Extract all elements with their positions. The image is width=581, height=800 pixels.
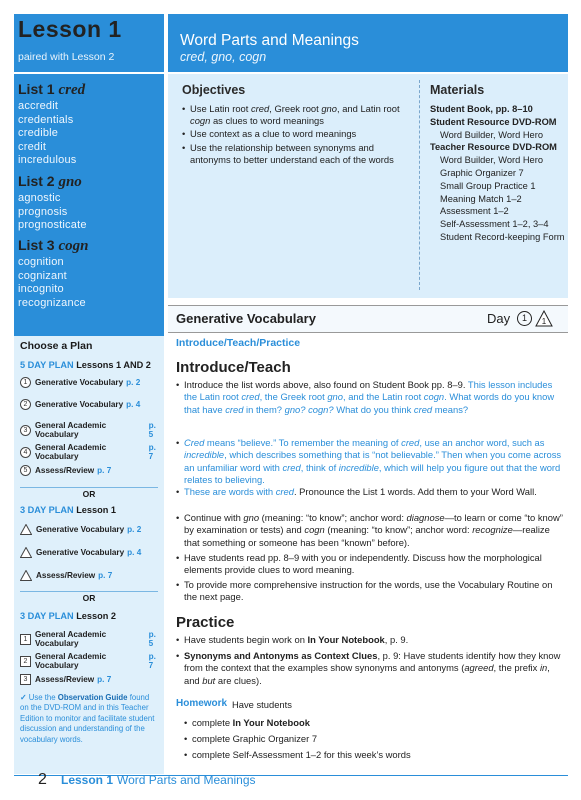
day-square-icon: 1 xyxy=(20,634,31,645)
practice-bullet-1: • Have students begin work on In Your Notebook, p. 9. xyxy=(176,634,566,646)
list-word: prognosis xyxy=(18,205,68,218)
list-word: incredulous xyxy=(18,154,77,166)
list-root: cred xyxy=(58,82,86,98)
list-word: credible xyxy=(18,127,59,139)
material-item: Graphic Organizer 7 xyxy=(440,167,524,178)
homework-intro: Have students xyxy=(232,699,292,710)
material-item: Student Book, pp. 8–10 xyxy=(430,104,533,114)
materials-divider xyxy=(419,80,420,290)
plan-3day-lesson2-title: 3 DAY PLAN Lesson 2 xyxy=(20,611,117,621)
footer-title: Word Parts and Meanings xyxy=(117,773,256,787)
list-label: List 3 xyxy=(18,237,55,253)
section-title: Generative Vocabulary xyxy=(176,311,316,326)
teach-bullet-6: • To provide more comprehensive instruction for the words, use the Vocabulary Routine on the next page. xyxy=(176,579,566,604)
lesson-roots: cred, gno, cogn xyxy=(180,50,267,64)
plan-row: 4 General Academic Vocabulary p. 7 xyxy=(20,443,162,461)
plan-row: Generative Vocabulary p. 2 xyxy=(20,524,162,535)
list-root: cogn xyxy=(58,238,89,254)
teach-bullet-3: • These are words with cred. Pronounce the List 1 words. Add them to your Word Wall. xyxy=(176,486,566,498)
list-word: cognition xyxy=(18,256,64,268)
footer-lesson: Lesson 1 xyxy=(61,773,114,787)
objectives-heading: Objectives xyxy=(182,83,246,97)
homework-item: • complete Self-Assessment 1–2 for this week’s words xyxy=(184,749,564,760)
list-root: gno xyxy=(58,174,82,190)
day-circle-icon: 4 xyxy=(20,447,31,458)
plan-row: Generative Vocabulary p. 4 xyxy=(20,547,162,558)
material-item: Self-Assessment 1–2, 3–4 xyxy=(440,219,549,230)
homework-item: • complete In Your Notebook xyxy=(184,717,564,728)
teach-bullet-5: • Have students read pp. 8–9 with you or independently. Discuss how the morphological elements provide clues to word meaning. xyxy=(176,552,566,577)
plan-row: 2 General Academic Vocabulary p. 7 xyxy=(20,652,162,670)
day-circle-icon: 2 xyxy=(20,399,31,410)
list-word: credit xyxy=(18,140,47,153)
observation-note: ✓ Use the Observation Guide found on the DVD-ROM and in this Teacher Edition to monitor and facilitate student discussion and understanding of the vocabulary words. xyxy=(20,693,155,744)
plan-divider xyxy=(20,487,158,488)
practice-heading: Practice xyxy=(176,614,235,631)
plan-row: 5 Assess/Review p. 7 xyxy=(20,465,162,476)
word-list-3 xyxy=(18,237,88,310)
plan-row: 1 Generative Vocabulary p. 2 xyxy=(20,377,162,388)
plan-row: Assess/Review p. 7 xyxy=(20,570,162,581)
material-item: Assessment 1–2 xyxy=(440,206,509,217)
list-label: List 2 xyxy=(18,173,55,189)
lesson-title: Lesson 1 xyxy=(18,16,122,42)
practice-bullet-2: • Synonyms and Antonyms as Context Clues, p. 9: Have students identify how they know from the context that the examples show synonyms and antonyms (agreed, the prefix in, and but are clues). xyxy=(176,650,566,687)
day-square-icon: 3 xyxy=(20,674,31,685)
check-icon: ✓ xyxy=(20,693,27,702)
day-triangle-icon xyxy=(535,310,553,327)
materials-heading: Materials xyxy=(430,83,485,97)
teach-bullet-4: • Continue with gno (meaning: “to know”; anchor word: diagnose—to learn or come “to know” by examination or tests) and cogn (meaning: “to know”; anchor word: recognize—realize that something or someone has been “known” before). xyxy=(176,512,566,549)
material-item: Word Builder, Word Hero xyxy=(440,155,543,166)
list-word: prognosticate xyxy=(18,219,87,231)
material-item: Word Builder, Word Hero xyxy=(440,129,543,140)
list-word: credentials xyxy=(18,113,74,126)
plan-3day-lesson1-title: 3 DAY PLAN Lesson 1 xyxy=(20,505,117,515)
list-word: agnostic xyxy=(18,192,61,204)
plan-row: 3 Assess/Review p. 7 xyxy=(20,674,162,685)
day-triangle-icon xyxy=(20,570,32,581)
plan-or: OR xyxy=(82,489,96,499)
teach-bullet-1: • Introduce the list words above, also found on Student Book pp. 8–9. This lesson includes the Latin root cred, the Greek root gno, and the Latin root cogn. What words do you know that have cred in them? gno? cogn? What do you think cred means? xyxy=(176,379,566,416)
day-label: Day xyxy=(487,311,511,326)
list-label: List 1 xyxy=(18,81,55,97)
plan-row: 1 General Academic Vocabulary p. 5 xyxy=(20,630,162,648)
material-item: Student Resource DVD-ROM xyxy=(430,116,557,127)
plan-row: 2 Generative Vocabulary p. 4 xyxy=(20,399,162,410)
day-circle-icon: 1 xyxy=(517,311,532,326)
homework-item: • complete Graphic Organizer 7 xyxy=(184,733,564,744)
list-word: recognizance xyxy=(18,296,86,309)
day-triangle-icon xyxy=(20,547,32,558)
day-triangle-icon xyxy=(20,524,32,535)
plan-row: 3 General Academic Vocabulary p. 5 xyxy=(20,421,162,439)
materials-list xyxy=(430,103,565,244)
lesson-paired: paired with Lesson 2 xyxy=(18,51,115,63)
objective-item: • Use Latin root cred, Greek root gno, and Latin root cogn as clues to word meanings xyxy=(182,103,412,127)
objective-item: • Use the relationship between synonyms and antonyms to better understand each of the words xyxy=(182,142,412,166)
word-list-2 xyxy=(18,173,87,233)
lesson-heading: Word Parts and Meanings xyxy=(180,32,359,49)
word-list-1 xyxy=(18,81,85,168)
subsection-label: Introduce/Teach/Practice xyxy=(176,337,301,349)
list-word: incognito xyxy=(18,283,64,295)
plan-or: OR xyxy=(82,593,96,603)
plan-divider xyxy=(20,591,158,592)
plan-header: Choose a Plan xyxy=(20,340,93,352)
introduce-heading: Introduce/Teach xyxy=(176,359,291,376)
page-number: 2 xyxy=(38,771,47,788)
sidebar-divider xyxy=(14,72,164,74)
material-item: Meaning Match 1–2 xyxy=(440,193,522,204)
day-square-icon: 2 xyxy=(20,656,31,667)
day-triangle-number: 1 xyxy=(541,317,547,326)
objectives-list xyxy=(182,103,412,167)
objective-item: • Use context as a clue to word meanings xyxy=(182,128,412,140)
material-item: Student Record-keeping Form xyxy=(440,231,565,242)
homework-label: Homework xyxy=(176,698,228,709)
day-circle-icon: 3 xyxy=(20,425,31,436)
material-item: Teacher Resource DVD-ROM xyxy=(430,142,557,153)
day-circle-icon: 1 xyxy=(20,377,31,388)
list-word: cognizant xyxy=(18,269,67,282)
list-word: accredit xyxy=(18,100,59,112)
plan-5day-title: 5 DAY PLAN Lessons 1 AND 2 xyxy=(20,360,151,370)
day-circle-icon: 5 xyxy=(20,465,31,476)
material-item: Small Group Practice 1 xyxy=(440,180,536,191)
teach-bullet-2: • Cred means “believe.” To remember the meaning of cred, use an anchor word, such as incredible, which describes something that is “not believable.” Then when you come across an unfamiliar word with cred, think of incredible, which will help you figure out that the word relates to believing. xyxy=(176,437,566,486)
